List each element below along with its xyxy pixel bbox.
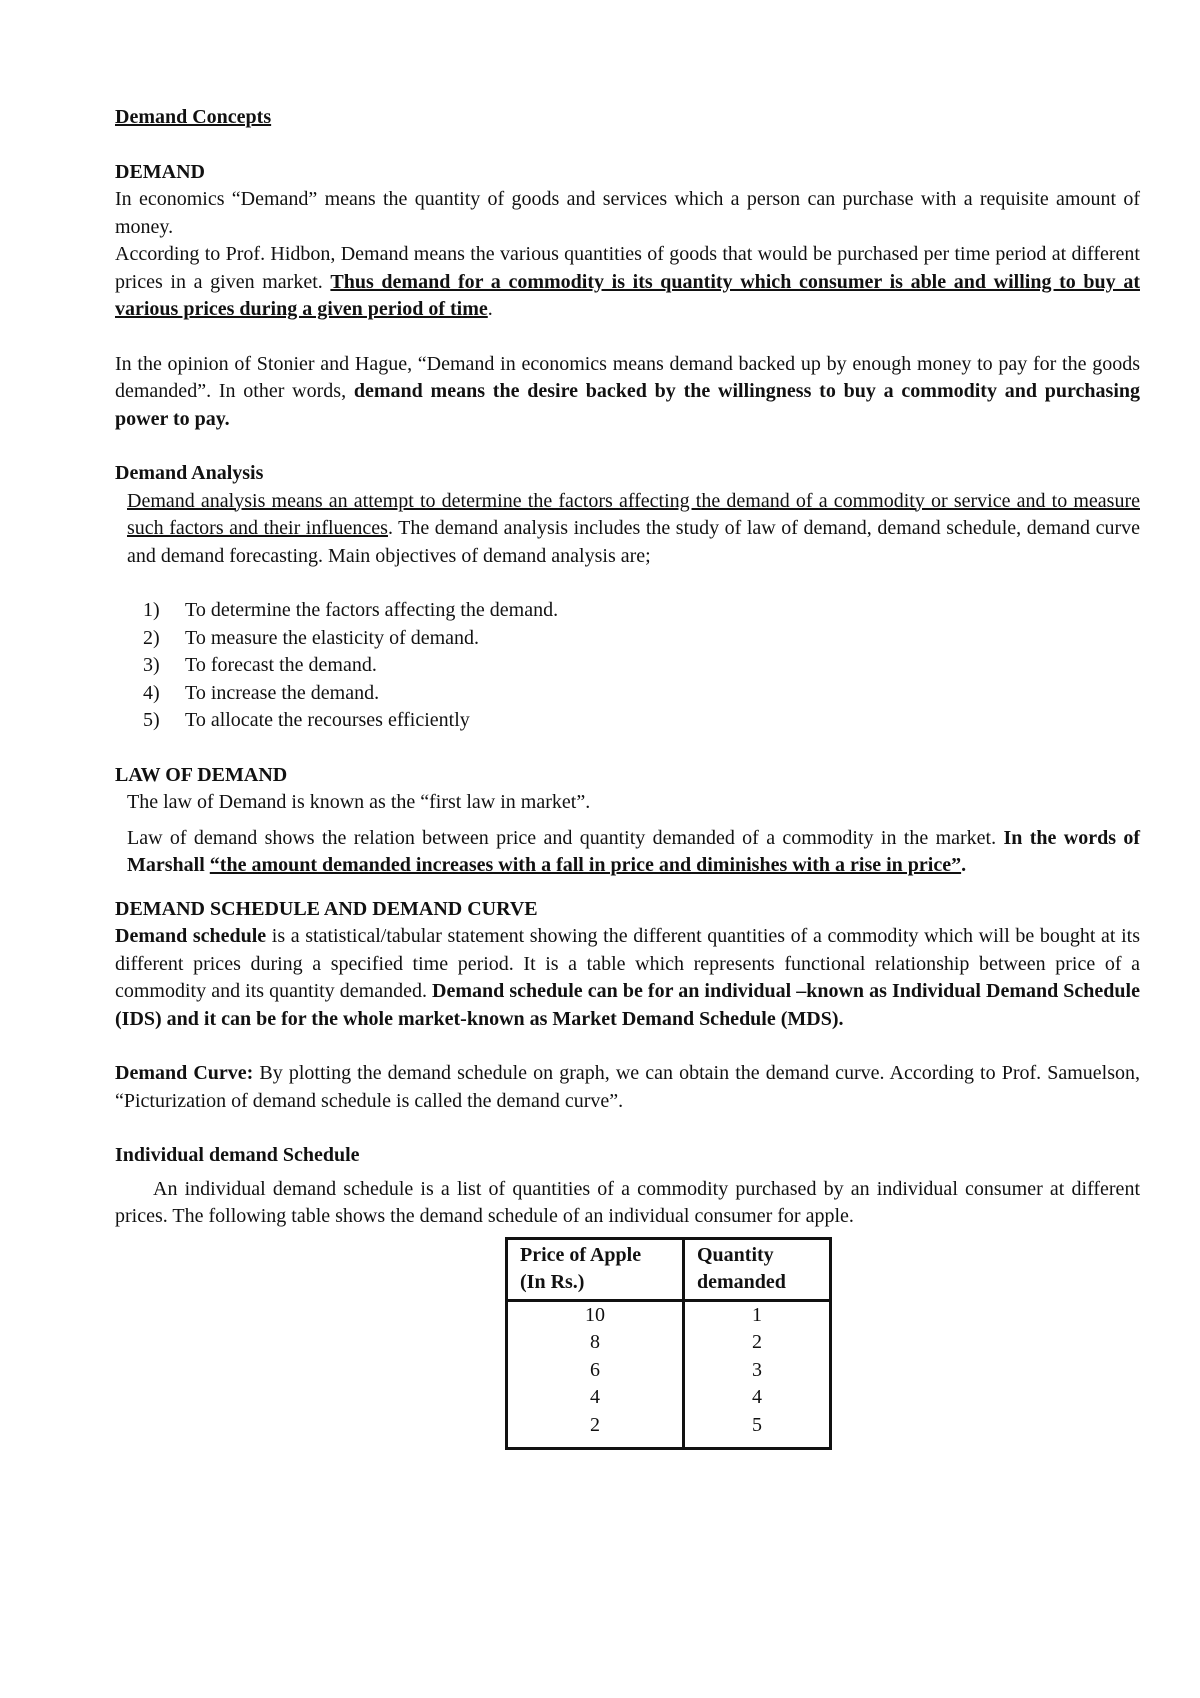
spacer <box>115 433 1140 460</box>
text-run: Law of demand shows the relation between price and quantity demanded of a commodity in the market. <box>127 826 1004 849</box>
table-container <box>505 1237 1140 1451</box>
paragraph-demand-schedule <box>115 923 1140 1033</box>
column-header-price <box>507 1238 684 1300</box>
table-cell-quantity: 1 <box>752 1303 762 1326</box>
text-run: is a statistical/tabular statement showing the different quantities of a commodity which will be bought at its different prices during a specified time period. It is a table which represents functional relationship between price of a commodity and its quantity demanded. <box>115 925 1140 1002</box>
spacer <box>115 1033 1140 1060</box>
header-line: Quantity <box>697 1243 774 1266</box>
paragraph-law-marshall <box>115 825 1140 880</box>
paragraph-demand-definition: In economics “Demand” means the quantity of goods and services which a person can purchase with a requisite amount of money. <box>115 188 1140 238</box>
spacer <box>115 570 1140 597</box>
spacer <box>115 817 1140 825</box>
list-item <box>143 707 1140 735</box>
paragraph-demand-curve <box>115 1060 1140 1115</box>
bold-text: demand means the desire backed by the willingness to buy a commodity and purchasing power to pay. <box>115 380 1140 430</box>
paragraph-hidbon <box>115 241 1140 324</box>
table-cell-quantity: 5 <box>752 1413 762 1436</box>
spacer <box>115 324 1140 351</box>
table-cell-price: 6 <box>507 1357 684 1385</box>
list-number: 1) <box>143 599 160 621</box>
section-heading-schedule-curve: DEMAND SCHEDULE AND DEMAND CURVE <box>115 897 538 920</box>
list-item <box>143 597 1140 625</box>
text-run: According to Prof. Hidbon, Demand means the various quantities of goods that would be purchased per time period at different prices in a given market. <box>115 243 1140 293</box>
text-run: . The demand analysis includes the study of law of demand, demand schedule, demand curve and demand forecasting. Main objectives of demand analysis are; <box>127 517 1140 567</box>
table-row <box>507 1300 831 1329</box>
section-heading-law: LAW OF DEMAND <box>115 763 288 786</box>
spacer <box>115 1115 1140 1142</box>
bold-text: Demand schedule can be for an individual –known as Individual Demand Schedule (IDS) and it can be for the whole market-known as Market Demand Schedule (MDS). <box>115 980 1140 1030</box>
bold-text: Demand Curve: <box>115 1062 254 1084</box>
text-run: . <box>487 298 493 320</box>
table-row <box>507 1357 831 1385</box>
header-line: (In Rs.) <box>520 1270 585 1293</box>
table-cell-price: 10 <box>507 1300 684 1329</box>
spacer <box>115 132 1140 159</box>
underlined-text: Demand analysis means an attempt to determine the factors affecting the demand of a commodity or service and to measure such factors and their influences <box>127 489 1140 539</box>
table-cell-price: 2 <box>507 1412 684 1449</box>
list-item <box>143 680 1140 708</box>
list-number: 2) <box>143 626 160 649</box>
header-line: demanded <box>697 1270 786 1293</box>
bold-text: Demand schedule <box>115 925 267 947</box>
list-item <box>143 625 1140 653</box>
table-cell-quantity: 2 <box>752 1331 762 1353</box>
table-cell-quantity: 4 <box>752 1386 762 1408</box>
spacer <box>115 880 1140 896</box>
section-heading-analysis: Demand Analysis <box>115 462 264 484</box>
emphasis-text: “the amount demanded increases with a fall in price and diminishes with a rise in price” <box>209 854 962 876</box>
paragraph-individual: An individual demand schedule is a list of quantities of a commodity purchased by an individual consumer at different prices. The following table shows the demand schedule of an individual consumer for apple. <box>115 1177 1140 1227</box>
table-cell-price: 4 <box>507 1384 684 1412</box>
paragraph-stonier-hague <box>115 351 1140 434</box>
column-header-quantity <box>684 1238 831 1300</box>
list-text: To allocate the recourses efficiently <box>185 709 470 731</box>
paragraph-law-first: The law of Demand is known as the “first law in market”. <box>127 791 591 813</box>
text-run: In the opinion of Stonier and Hague, “Demand in economics means demand backed up by enough money to pay for the goods demanded”. In other words, <box>115 352 1140 402</box>
list-number: 5) <box>143 709 160 731</box>
objectives-list <box>115 597 1140 735</box>
list-text: To determine the factors affecting the demand. <box>185 599 559 621</box>
table-cell-quantity: 3 <box>752 1358 762 1381</box>
list-item <box>143 652 1140 680</box>
list-text: To increase the demand. <box>185 681 380 704</box>
header-line: Price of Apple <box>520 1243 642 1266</box>
section-heading-demand: DEMAND <box>115 160 205 183</box>
demand-schedule-table <box>505 1237 832 1451</box>
table-cell-price: 8 <box>507 1329 684 1357</box>
text-run: By plotting the demand schedule on graph, we can obtain the demand curve. According to Prof. Samuelson, “Picturization of demand schedule is called the demand curve”. <box>115 1062 1141 1112</box>
bold-text: In the words of Marshall <box>127 826 1141 876</box>
list-text: To measure the elasticity of demand. <box>185 626 480 649</box>
list-number: 4) <box>143 681 160 704</box>
emphasis-text: Thus demand for a commodity is its quantity which consumer is able and willing to buy at various prices during a given period of time <box>115 270 1140 320</box>
bold-text: . <box>961 854 967 876</box>
table-row <box>507 1329 831 1357</box>
table-header-row <box>507 1238 831 1300</box>
table-row <box>507 1412 831 1449</box>
list-number: 3) <box>143 654 160 676</box>
table-row <box>507 1384 831 1412</box>
section-heading-individual: Individual demand Schedule <box>115 1144 360 1166</box>
paragraph-analysis <box>115 488 1140 571</box>
document-title: Demand Concepts <box>115 106 272 128</box>
list-text: To forecast the demand. <box>185 654 377 676</box>
spacer <box>115 735 1140 762</box>
